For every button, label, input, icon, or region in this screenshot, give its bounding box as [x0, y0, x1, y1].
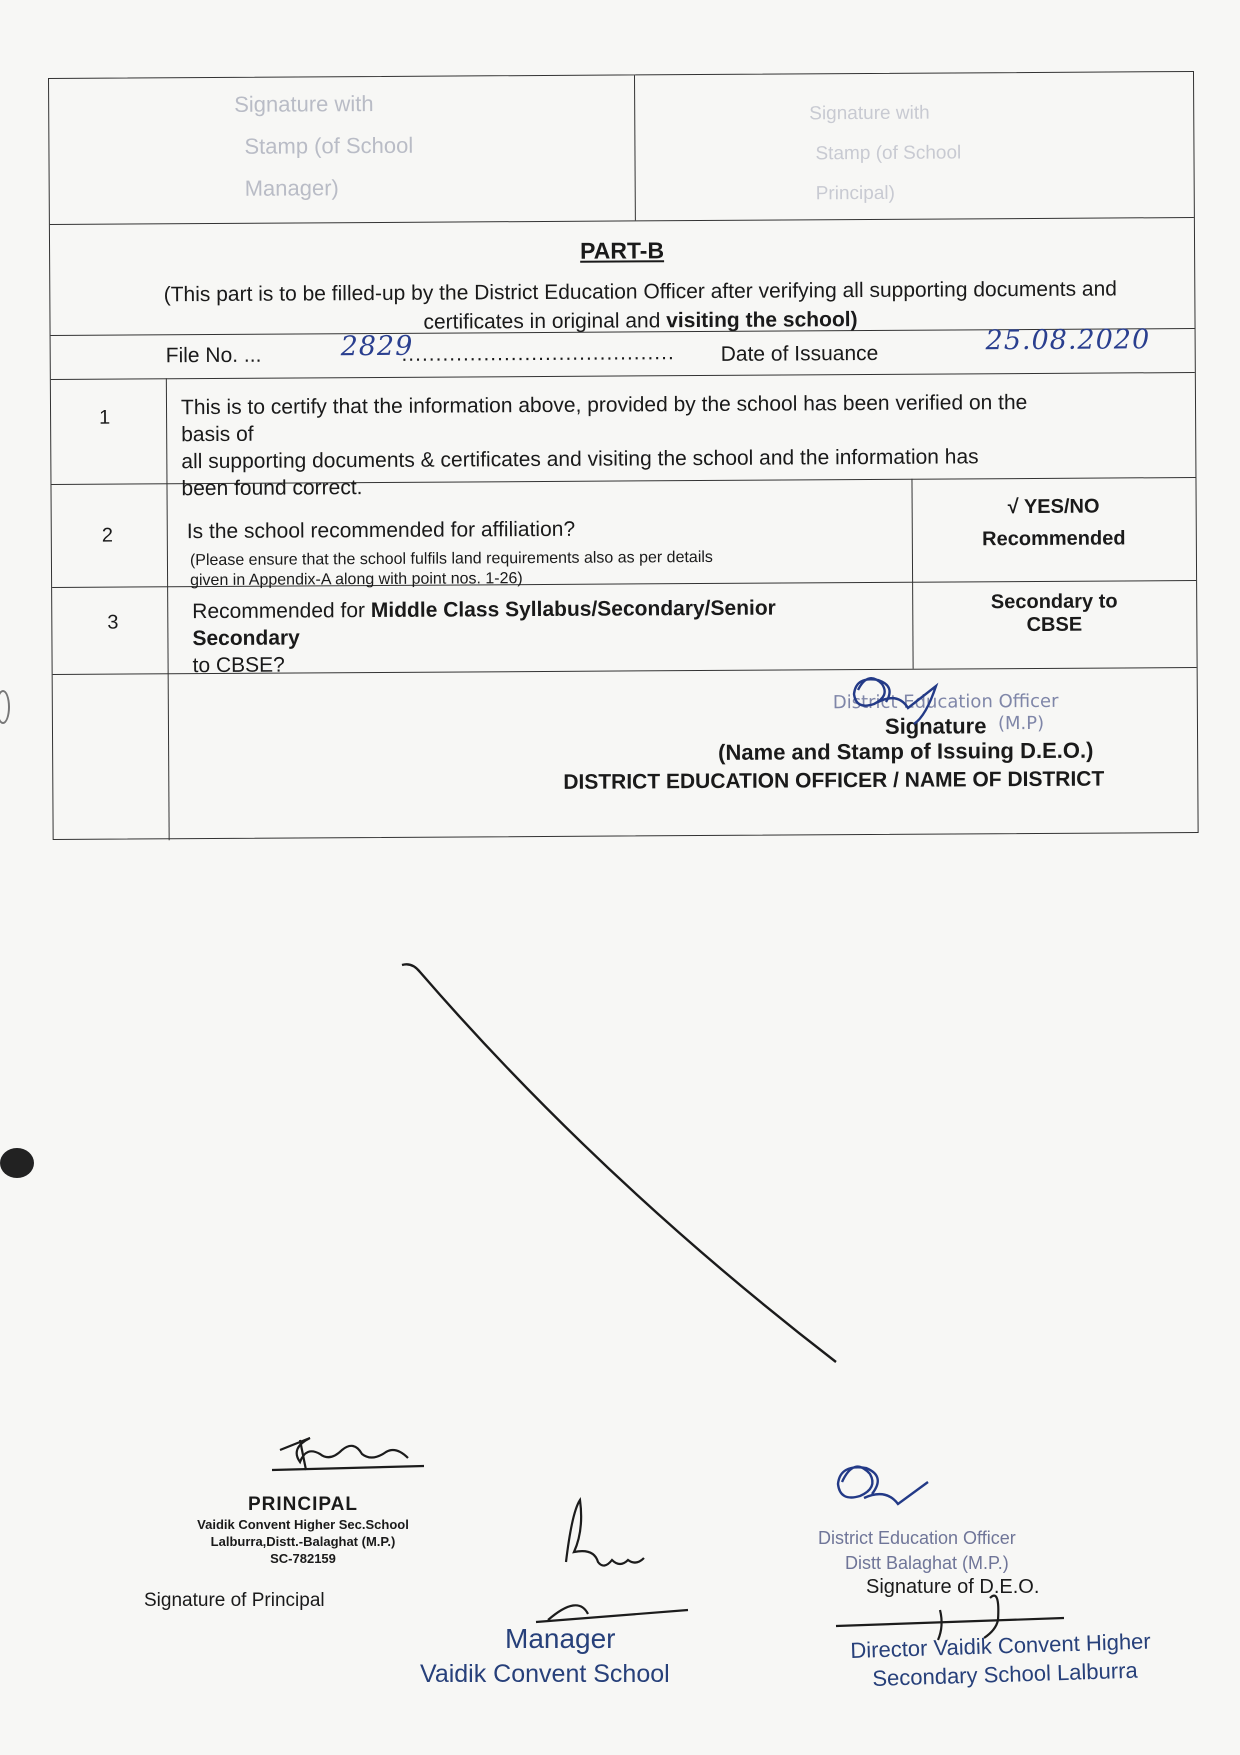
principal-stamp [168, 1494, 438, 1567]
bottom-deo-signature-scribble [838, 1467, 928, 1504]
part-b-title: PART-B [580, 237, 665, 264]
manager-signature-label: Signature with Stamp (of School Manager) [234, 91, 414, 201]
date-of-issuance-value: 25.08.2020 [985, 324, 1151, 357]
deo-stamp-bottom-sub: Distt Balaghat (M.P.) [845, 1553, 1009, 1573]
signature-label: Signature [884, 713, 987, 739]
director-line-1: Director Vaidik Convent Higher [850, 1628, 1152, 1663]
principal-stamp-lines: Vaidik Convent Higher Sec.School Lalburra,Distt.-Balaghat (M.P.) SC-782159 [197, 1517, 409, 1566]
row-2-question: Is the school recommended for affiliation? [186, 517, 576, 544]
part-b-instructions: (This part is to be filled-up by the District Education Officer after verifying all supporting documents and certificates in original and visiting the school) [163, 277, 1117, 334]
row-2-answer: √ YES/NO Recommended [982, 495, 1126, 551]
row-3-question: Recommended for Middle Class Syllabus/Secondary/Senior Secondary to CBSE? [192, 596, 776, 678]
district-label: DISTRICT EDUCATION OFFICER / NAME OF DISTRICT [563, 767, 1105, 794]
deo-signature-caption: Signature of D.E.O. [866, 1576, 1040, 1598]
row-number: 2 [101, 524, 113, 547]
deo-signature-scribble [854, 678, 936, 724]
file-number-line: File No. ... ........................................ [165, 341, 675, 368]
principal-signature-label: Signature with Stamp (of School Principal) [809, 102, 962, 205]
director-line-2: Secondary School Lalburra [872, 1657, 1139, 1691]
manager-school-name: Vaidik Convent School [420, 1660, 670, 1688]
deo-stamp-bottom: District Education Officer [818, 1528, 1016, 1548]
row-3-answer: Secondary to CBSE [990, 590, 1118, 637]
row-number: 3 [107, 611, 119, 634]
deo-stamp-text: District Education Officer [832, 690, 1059, 714]
manager-title: Manager [505, 1623, 616, 1654]
date-of-issuance-label: Date of Issuance [720, 341, 879, 366]
row-number: 1 [99, 406, 111, 429]
principal-signature-scribble [272, 1438, 424, 1470]
row-1-certification-text: This is to certify that the information above, provided by the school has been verified on the basis of all supporting documents & certificates and visiting the school and the information has been found correct. [180, 391, 1028, 501]
principal-title: PRINCIPAL [248, 1494, 358, 1515]
row-2-note: (Please ensure that the school fulfils land requirements also as per details given in Appendix-A along with point nos. 1-26) [189, 548, 713, 590]
principal-signature-caption: Signature of Principal [144, 1590, 325, 1611]
diagonal-strike-line [402, 964, 836, 1362]
name-and-stamp-label: (Name and Stamp of Issuing D.E.O.) [718, 737, 1094, 765]
file-number-value: 2829 [340, 330, 414, 363]
deo-stamp-sub: (M.P) [997, 712, 1045, 735]
manager-signature-scribble [536, 1500, 688, 1622]
